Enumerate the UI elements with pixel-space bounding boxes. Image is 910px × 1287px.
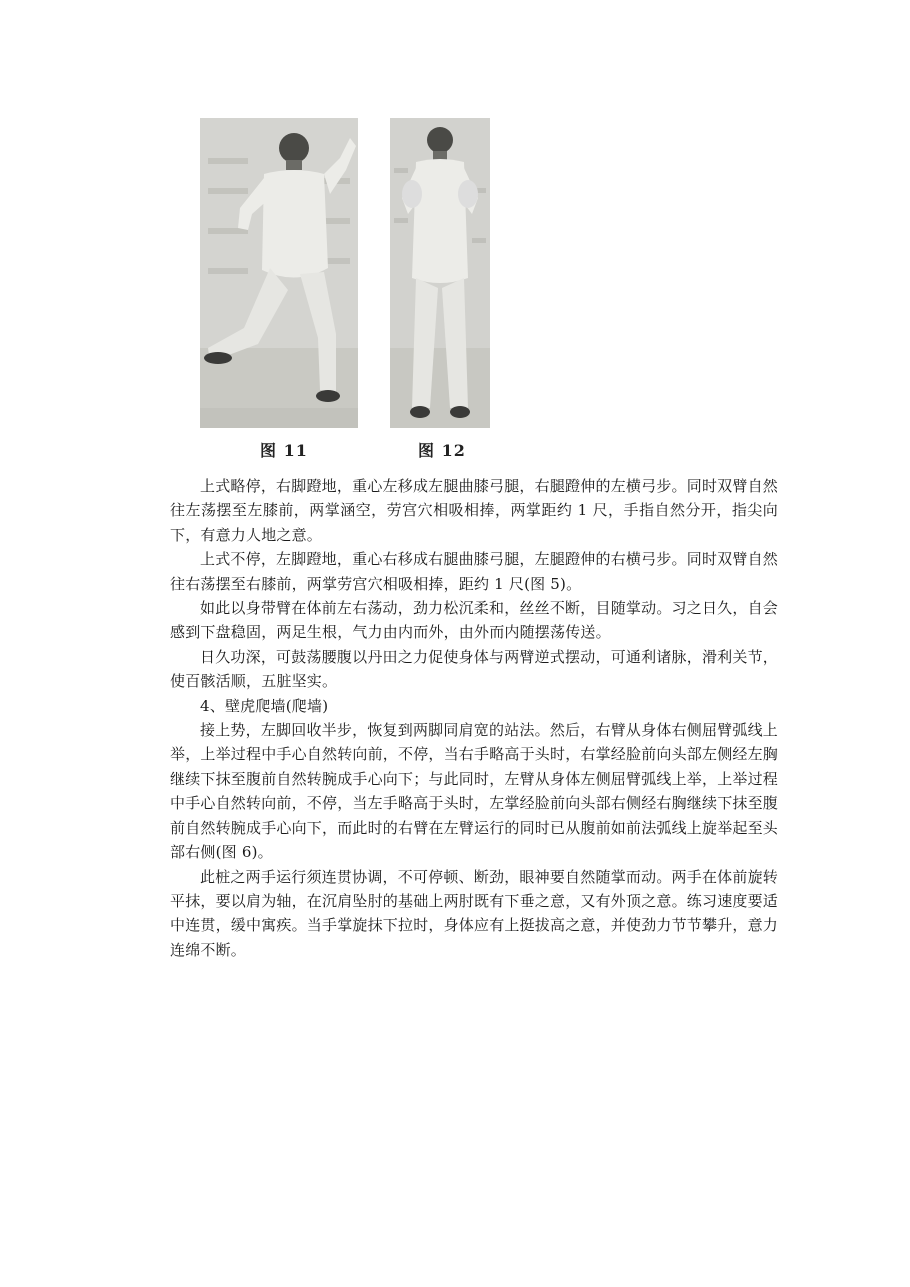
paragraph-wall-climb-steps: 接上势，左脚回收半步，恢复到两脚同肩宽的站法。然后，右臂从身体右侧屈臂弧线上举，上举过程中手心自然转向前，不停，当右手略高于头时，右掌经脸前向头部左侧经左胸继续下抹至腹前自然转腕成手心向下；与此同时，左臂从身体左侧屈臂弧线上举，上举过程中手心自然转向前，不停，当左手略高于头时，左掌经脸前向头部右侧经右胸继续下抹至腹前自然转腕成手心向下，而此时的右臂在左臂运行的同时已从腹前如前法弧线上旋举起至头部右侧(图 6)。: [170, 721, 779, 862]
section-heading: 4、壁虎爬墙(爬墙): [200, 696, 329, 715]
paragraph-wall-climb-notes: 此桩之两手运行须连贯协调，不可停顿、断劲，眼神要自然随掌而动。两手在体前旋转平抹，要以肩为轴，在沉肩坠肘的基础上两肘既有下垂之意，又有外顶之意。练习速度要适中连贯，缓中寓疾。当手掌旋抹下拉时，身体应有上挺拔高之意，并使劲力节节攀升，意力连绵不断。: [170, 867, 779, 959]
paragraph-swinging: 如此以身带臂在体前左右荡动，劲力松沉柔和，丝丝不断，目随掌动。习之日久，自会感到下盘稳固，两足生根，气力由内而外，由外而内随摆荡传送。: [170, 599, 778, 642]
figure-11-photo: [200, 118, 358, 428]
figure-12-photo: [390, 118, 490, 428]
figure-12-illustration: [390, 118, 490, 428]
paragraph-benefits: 日久功深，可鼓荡腰腹以丹田之力促使身体与两臂逆式摆动，可通利诸脉，滑利关节，使百骸活顺，五脏坚实。: [170, 647, 778, 691]
paragraph-right-stance: 上式不停，左脚蹬地，重心右移成右腿曲膝弓腿，左腿蹬伸的右横弓步。同时双臂自然往右荡摆至右膝前，两掌劳宫穴相吸相捧，距约 1 尺(图 5)。: [170, 550, 778, 593]
paragraph-left-stance: 上式略停，右脚蹬地，重心左移成左腿曲膝弓腿，右腿蹬伸的左横弓步。同时双臂自然往左荡摆至左膝前，两掌涵空，劳宫穴相吸相捧，两掌距约 1 尺，手指自然分开，指尖向下，有意力人地之意。: [170, 477, 778, 544]
figure-group: [200, 118, 500, 463]
body-text: [170, 474, 778, 962]
figure-11-caption: 图 11: [260, 441, 308, 460]
figure-12-caption: 图 12: [418, 441, 466, 460]
figure-11-illustration: [200, 118, 358, 428]
